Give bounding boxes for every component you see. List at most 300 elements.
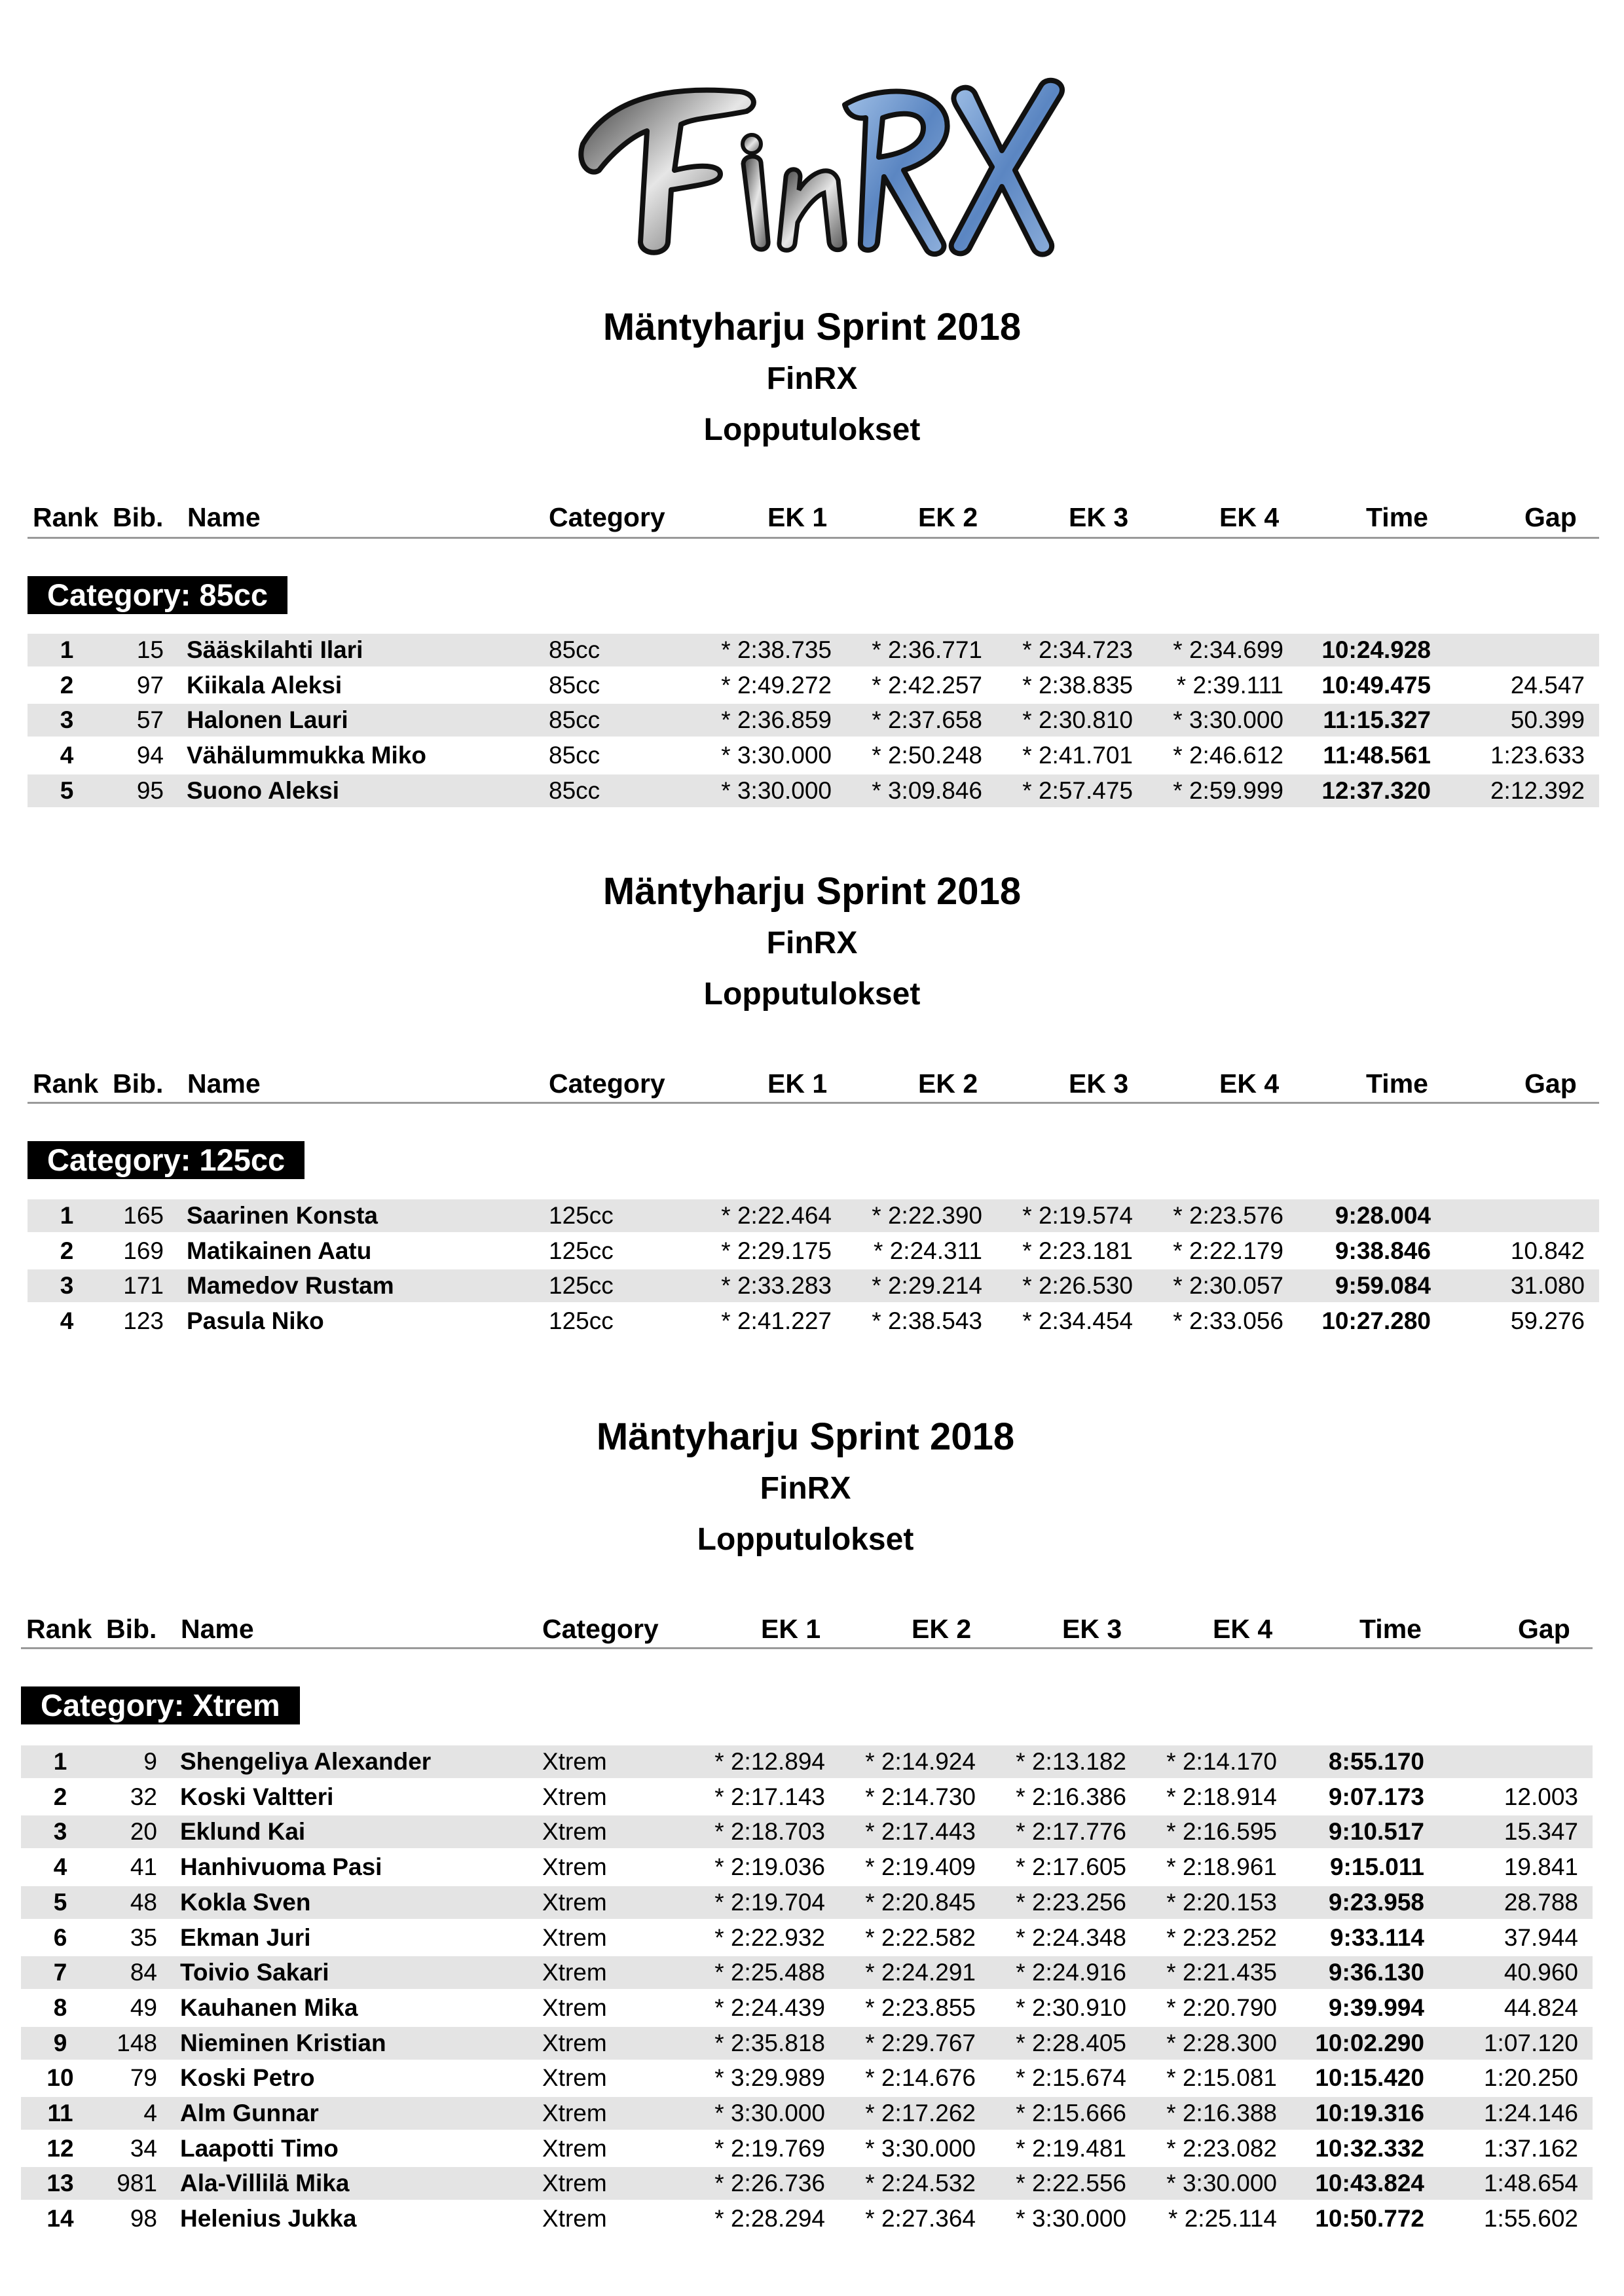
- cell-bib: 84: [130, 1959, 157, 1986]
- table-row: [21, 1922, 1593, 1954]
- cell-ek3: * 2:34.454: [1022, 1307, 1133, 1335]
- series-name: FinRX: [766, 926, 858, 960]
- cell-ek2: * 2:14.730: [865, 1783, 976, 1810]
- cell-gap: 44.824: [1504, 1994, 1578, 2021]
- cell-category: 125cc: [549, 1307, 614, 1335]
- table-row: [21, 1886, 1593, 1919]
- cell-ek3: * 2:15.666: [1016, 2100, 1126, 2126]
- cell-gap: 37.944: [1504, 1923, 1578, 1951]
- cell-ek4: * 2:21.435: [1166, 1959, 1277, 1986]
- cell-gap: 1:24.146: [1483, 2100, 1578, 2126]
- cell-bib: 148: [117, 2029, 157, 2056]
- cell-bib: 94: [136, 742, 164, 769]
- results-type: Lopputulokset: [703, 412, 921, 447]
- cell-bib: 41: [130, 1853, 157, 1881]
- table-row: [28, 774, 1599, 807]
- cell-ek2: * 2:20.845: [865, 1888, 976, 1916]
- header-rank: Rank: [26, 1614, 92, 1644]
- cell-name: Saarinen Konsta: [187, 1202, 378, 1229]
- table-row: [28, 704, 1599, 737]
- cell-gap: 1:55.602: [1483, 2205, 1578, 2232]
- section-titles: [0, 301, 1624, 456]
- cell-ek4: * 2:23.576: [1173, 1202, 1283, 1229]
- header-ek3: EK 3: [1069, 502, 1129, 532]
- cell-name: Suono Aleksi: [187, 776, 340, 804]
- cell-ek1: * 2:26.736: [714, 2170, 825, 2197]
- cell-time: 12:37.320: [1321, 776, 1431, 804]
- table-row: [21, 1851, 1593, 1884]
- logo-text: [570, 46, 1080, 268]
- cell-ek3: * 3:30.000: [1016, 2205, 1126, 2232]
- cell-ek4: * 2:15.081: [1166, 2064, 1277, 2092]
- table-row: [28, 634, 1599, 666]
- cell-category: Xtrem: [542, 1853, 607, 1881]
- cell-ek3: * 2:26.530: [1022, 1272, 1133, 1300]
- cell-category: Xtrem: [542, 2100, 607, 2126]
- cell-category: Xtrem: [542, 2064, 607, 2092]
- cell-gap: 15.347: [1504, 1818, 1578, 1846]
- header-ek4: EK 4: [1213, 1614, 1273, 1644]
- cell-time: 11:48.561: [1323, 742, 1431, 769]
- cell-ek1: * 2:22.464: [721, 1202, 832, 1229]
- cell-category: Xtrem: [542, 1959, 607, 1986]
- header-ek4: EK 4: [1219, 502, 1280, 532]
- header-name: Name: [181, 1614, 254, 1644]
- header-rank: Rank: [33, 502, 99, 532]
- cell-ek2: * 2:14.924: [865, 1748, 976, 1775]
- cell-category: 85cc: [549, 671, 600, 699]
- cell-ek2: * 2:24.532: [865, 2170, 976, 2197]
- table-row: [21, 2167, 1593, 2200]
- cell-rank: 1: [53, 1748, 67, 1775]
- cell-bib: 123: [123, 1307, 164, 1335]
- table-row: [28, 1235, 1599, 1267]
- cell-ek1: * 2:29.175: [721, 1237, 832, 1264]
- header-bib: Bib.: [113, 1068, 164, 1099]
- cell-ek3: * 2:24.348: [1016, 1923, 1126, 1951]
- cell-name: Ala-Villilä Mika: [180, 2170, 350, 2197]
- cell-ek2: * 2:22.582: [865, 1923, 976, 1951]
- cell-rank: 8: [53, 1994, 67, 2021]
- cell-ek1: * 2:19.036: [714, 1853, 825, 1881]
- cell-time: 9:15.011: [1329, 1853, 1424, 1881]
- cell-ek1: * 3:30.000: [714, 2100, 825, 2126]
- cell-ek2: * 2:27.364: [865, 2205, 976, 2232]
- cell-gap: 50.399: [1510, 706, 1585, 734]
- cell-rank: 10: [46, 2064, 74, 2092]
- cell-time: 9:33.114: [1329, 1923, 1424, 1951]
- cell-rank: 14: [46, 2205, 74, 2232]
- cell-gap: 1:37.162: [1483, 2134, 1578, 2162]
- cell-rank: 11: [47, 2100, 73, 2126]
- cell-ek4: * 2:14.170: [1166, 1748, 1277, 1775]
- cell-category: Xtrem: [542, 1748, 607, 1775]
- cell-ek2: * 2:24.311: [874, 1237, 982, 1264]
- cell-rank: 7: [53, 1959, 67, 1986]
- cell-category: Xtrem: [542, 2029, 607, 2056]
- cell-name: Halonen Lauri: [187, 706, 348, 734]
- cell-bib: 32: [130, 1783, 157, 1810]
- header-divider: [28, 537, 1599, 539]
- cell-gap: 28.788: [1504, 1888, 1578, 1916]
- cell-category: 125cc: [549, 1202, 614, 1229]
- cell-ek4: * 2:33.056: [1173, 1307, 1283, 1335]
- header-divider: [21, 1647, 1593, 1649]
- cell-category: 85cc: [549, 742, 600, 769]
- cell-name: Koski Petro: [180, 2064, 315, 2092]
- cell-rank: 3: [60, 1272, 74, 1300]
- cell-ek4: * 2:46.612: [1173, 742, 1283, 769]
- cell-ek1: * 2:18.703: [714, 1818, 825, 1846]
- cell-time: 10:32.332: [1315, 2134, 1424, 2162]
- cell-ek2: * 2:22.390: [872, 1202, 982, 1229]
- cell-bib: 981: [117, 2170, 157, 2197]
- cell-ek4: * 2:16.595: [1166, 1818, 1277, 1846]
- cell-bib: 48: [130, 1888, 157, 1916]
- cell-time: 9:59.084: [1335, 1272, 1431, 1300]
- cell-ek1: * 2:28.294: [714, 2205, 825, 2232]
- cell-category: 125cc: [549, 1237, 614, 1264]
- header-time: Time: [1366, 502, 1428, 532]
- series-name: FinRX: [766, 361, 858, 396]
- cell-ek2: * 2:36.771: [872, 636, 982, 663]
- table-row: [21, 1815, 1593, 1848]
- cell-ek1: * 3:29.989: [714, 2064, 825, 2092]
- cell-ek3: * 2:17.605: [1016, 1853, 1126, 1881]
- cell-ek2: * 2:23.855: [865, 1994, 976, 2021]
- cell-ek2: * 2:14.676: [865, 2064, 976, 2092]
- cell-ek1: * 3:30.000: [721, 742, 832, 769]
- cell-name: Alm Gunnar: [180, 2100, 319, 2126]
- cell-ek2: * 2:17.443: [865, 1818, 976, 1846]
- cell-ek1: * 2:24.439: [714, 1994, 825, 2021]
- cell-gap: 1:23.633: [1490, 742, 1585, 769]
- cell-rank: 12: [46, 2134, 74, 2162]
- cell-ek4: * 2:20.153: [1166, 1888, 1277, 1916]
- cell-ek2: * 2:29.767: [865, 2029, 976, 2056]
- cell-category: 125cc: [549, 1272, 614, 1300]
- header-bib: Bib.: [113, 502, 164, 532]
- cell-ek3: * 2:16.386: [1016, 1783, 1126, 1810]
- cell-bib: 79: [130, 2064, 157, 2092]
- results-type: Lopputulokset: [697, 1522, 914, 1557]
- cell-ek2: * 2:17.262: [865, 2100, 976, 2126]
- cell-gap: 31.080: [1510, 1272, 1585, 1300]
- cell-gap: 1:20.250: [1483, 2064, 1578, 2092]
- cell-name: Eklund Kai: [180, 1818, 306, 1846]
- cell-ek1: * 2:19.704: [714, 1888, 825, 1916]
- cell-rank: 4: [53, 1853, 67, 1881]
- cell-bib: 97: [136, 671, 164, 699]
- cell-rank: 3: [53, 1818, 67, 1846]
- cell-ek4: * 2:16.388: [1166, 2100, 1277, 2126]
- cell-time: 10:15.420: [1315, 2064, 1424, 2092]
- cell-time: 9:28.004: [1335, 1202, 1431, 1229]
- table-header: [0, 1064, 1624, 1103]
- cell-name: Kauhanen Mika: [180, 1994, 358, 2021]
- cell-rank: 9: [53, 2029, 67, 2056]
- cell-name: Nieminen Kristian: [180, 2029, 386, 2056]
- cell-gap: 59.276: [1510, 1307, 1585, 1335]
- table-row: [21, 2132, 1593, 2165]
- cell-time: 9:38.846: [1335, 1237, 1431, 1264]
- cell-ek2: * 2:50.248: [872, 742, 982, 769]
- table-row: [28, 1199, 1599, 1232]
- header-gap: Gap: [1518, 1614, 1570, 1644]
- table-row: [21, 1992, 1593, 2024]
- cell-bib: 15: [136, 636, 164, 663]
- cell-ek4: * 2:34.699: [1173, 636, 1283, 663]
- header-divider: [28, 1102, 1599, 1104]
- cell-ek3: * 2:13.182: [1016, 1748, 1126, 1775]
- cell-ek2: * 2:24.291: [865, 1959, 976, 1986]
- cell-ek1: * 2:35.818: [714, 2029, 825, 2056]
- cell-ek3: * 2:30.910: [1016, 1994, 1126, 2021]
- cell-category: Xtrem: [542, 1818, 607, 1846]
- header-name: Name: [187, 502, 261, 532]
- section-titles: [0, 1411, 1617, 1565]
- cell-gap: 19.841: [1504, 1853, 1578, 1881]
- table-row: [28, 1305, 1599, 1338]
- cell-name: Matikainen Aatu: [187, 1237, 372, 1264]
- table-header: [0, 1609, 1624, 1649]
- cell-ek1: * 2:17.143: [714, 1783, 825, 1810]
- cell-ek3: * 2:28.405: [1016, 2029, 1126, 2056]
- cell-ek3: * 2:24.916: [1016, 1959, 1126, 1986]
- cell-ek4: * 3:30.000: [1173, 706, 1283, 734]
- header-gap: Gap: [1524, 502, 1577, 532]
- cell-bib: 4: [143, 2100, 157, 2126]
- cell-gap: 1:48.654: [1483, 2170, 1578, 2197]
- cell-ek1: * 2:12.894: [714, 1748, 825, 1775]
- cell-gap: 2:12.392: [1490, 776, 1585, 804]
- cell-time: 10:19.316: [1315, 2100, 1424, 2126]
- cell-ek1: * 2:41.227: [721, 1307, 832, 1335]
- header-ek1: EK 1: [767, 502, 828, 532]
- header-ek1: EK 1: [767, 1068, 828, 1099]
- header-ek4: EK 4: [1219, 1068, 1280, 1099]
- cell-ek4: * 2:59.999: [1173, 776, 1283, 804]
- cell-ek2: * 2:19.409: [865, 1853, 976, 1881]
- cell-ek2: * 3:30.000: [865, 2134, 976, 2162]
- cell-ek3: * 2:57.475: [1022, 776, 1133, 804]
- table-header: [0, 498, 1624, 537]
- cell-ek1: * 2:25.488: [714, 1959, 825, 1986]
- table-row: [21, 1781, 1593, 1813]
- cell-ek2: * 3:09.846: [872, 776, 982, 804]
- cell-bib: 57: [136, 706, 164, 734]
- cell-ek2: * 2:29.214: [872, 1272, 982, 1300]
- header-category: Category: [549, 1068, 665, 1099]
- cell-time: 9:10.517: [1328, 1818, 1424, 1846]
- cell-ek1: * 2:33.283: [721, 1272, 832, 1300]
- cell-ek4: * 2:20.790: [1166, 1994, 1277, 2021]
- cell-ek4: * 2:22.179: [1173, 1237, 1283, 1264]
- event-title: Mäntyharju Sprint 2018: [596, 1415, 1015, 1458]
- table-row: [21, 2202, 1593, 2235]
- cell-gap: 1:07.120: [1483, 2029, 1578, 2056]
- cell-time: 10:02.290: [1315, 2029, 1424, 2056]
- table-row: [21, 2062, 1593, 2094]
- cell-name: Pasula Niko: [187, 1307, 324, 1335]
- cell-bib: 95: [136, 776, 164, 804]
- series-name: FinRX: [760, 1471, 851, 1506]
- event-title: Mäntyharju Sprint 2018: [602, 870, 1022, 913]
- cell-bib: 35: [130, 1923, 157, 1951]
- cell-rank: 1: [60, 636, 74, 663]
- cell-time: 10:50.772: [1315, 2205, 1424, 2232]
- cell-name: Toivio Sakari: [180, 1959, 329, 1986]
- category-label: Category: 85cc: [28, 576, 287, 614]
- cell-category: 85cc: [549, 636, 600, 663]
- cell-ek4: * 2:23.082: [1166, 2134, 1277, 2162]
- cell-time: 9:39.994: [1328, 1994, 1424, 2021]
- cell-rank: 4: [60, 1307, 74, 1335]
- cell-gap: 10.842: [1510, 1237, 1585, 1264]
- header-category: Category: [549, 502, 665, 532]
- cell-bib: 9: [143, 1748, 157, 1775]
- cell-bib: 34: [130, 2134, 157, 2162]
- cell-time: 9:36.130: [1328, 1959, 1424, 1986]
- cell-category: Xtrem: [542, 2170, 607, 2197]
- cell-category: Xtrem: [542, 1783, 607, 1810]
- event-title: Mäntyharju Sprint 2018: [602, 306, 1022, 348]
- cell-ek4: * 2:23.252: [1166, 1923, 1277, 1951]
- header-ek3: EK 3: [1069, 1068, 1129, 1099]
- header-gap: Gap: [1524, 1068, 1577, 1099]
- cell-rank: 4: [60, 742, 74, 769]
- cell-category: Xtrem: [542, 2205, 607, 2232]
- cell-ek4: * 2:18.914: [1166, 1783, 1277, 1810]
- table-row: [28, 669, 1599, 702]
- header-ek2: EK 2: [918, 502, 978, 532]
- cell-ek2: * 2:38.543: [872, 1307, 982, 1335]
- cell-name: Kiikala Aleksi: [187, 671, 342, 699]
- table-row: [28, 739, 1599, 772]
- cell-name: Vähälummukka Miko: [187, 742, 427, 769]
- cell-rank: 5: [60, 776, 74, 804]
- finrx-logo: [570, 46, 1080, 268]
- cell-ek3: * 2:19.481: [1016, 2134, 1126, 2162]
- cell-category: Xtrem: [542, 1923, 607, 1951]
- cell-name: Shengeliya Alexander: [180, 1748, 432, 1775]
- cell-bib: 165: [123, 1202, 164, 1229]
- cell-ek1: * 2:36.859: [721, 706, 832, 734]
- cell-gap: 24.547: [1510, 671, 1585, 699]
- cell-ek1: * 2:19.769: [714, 2134, 825, 2162]
- cell-rank: 6: [53, 1923, 67, 1951]
- cell-category: Xtrem: [542, 1888, 607, 1916]
- header-ek2: EK 2: [918, 1068, 978, 1099]
- cell-time: 10:43.824: [1315, 2170, 1424, 2197]
- cell-time: 8:55.170: [1328, 1748, 1424, 1775]
- cell-name: Ekman Juri: [180, 1923, 311, 1951]
- header-ek3: EK 3: [1062, 1614, 1122, 1644]
- cell-ek3: * 2:17.776: [1016, 1818, 1126, 1846]
- cell-time: 9:07.173: [1328, 1783, 1424, 1810]
- cell-rank: 2: [60, 1237, 74, 1264]
- cell-category: 85cc: [549, 706, 600, 734]
- cell-ek3: * 2:22.556: [1016, 2170, 1126, 2197]
- cell-category: 85cc: [549, 776, 600, 804]
- category-label: Category: Xtrem: [21, 1686, 300, 1724]
- header-ek1: EK 1: [761, 1614, 821, 1644]
- cell-name: Hanhivuoma Pasi: [180, 1853, 382, 1881]
- cell-ek4: * 2:18.961: [1166, 1853, 1277, 1881]
- header-bib: Bib.: [106, 1614, 157, 1644]
- cell-ek2: * 2:42.257: [872, 671, 982, 699]
- header-name: Name: [187, 1068, 261, 1099]
- category-label: Category: 125cc: [28, 1141, 304, 1179]
- cell-bib: 171: [123, 1272, 164, 1300]
- cell-ek3: * 2:15.674: [1016, 2064, 1126, 2092]
- cell-ek2: * 2:37.658: [872, 706, 982, 734]
- cell-category: Xtrem: [542, 2134, 607, 2162]
- cell-gap: 12.003: [1504, 1783, 1578, 1810]
- section-titles: [0, 866, 1624, 1020]
- cell-ek3: * 2:19.574: [1022, 1202, 1133, 1229]
- cell-time: 9:23.958: [1328, 1888, 1424, 1916]
- cell-category: Xtrem: [542, 1994, 607, 2021]
- cell-bib: 20: [130, 1818, 157, 1846]
- table-row: [28, 1269, 1599, 1302]
- cell-ek1: * 3:30.000: [721, 776, 832, 804]
- cell-ek4: * 2:39.111: [1176, 671, 1283, 699]
- cell-name: Sääskilahti Ilari: [187, 636, 363, 663]
- cell-name: Laapotti Timo: [180, 2134, 339, 2162]
- cell-bib: 98: [130, 2205, 157, 2232]
- cell-ek4: * 2:28.300: [1166, 2029, 1277, 2056]
- cell-name: Kokla Sven: [180, 1888, 311, 1916]
- cell-rank: 13: [46, 2170, 74, 2197]
- cell-rank: 2: [53, 1783, 67, 1810]
- header-ek2: EK 2: [912, 1614, 972, 1644]
- header-rank: Rank: [33, 1068, 99, 1099]
- cell-name: Mamedov Rustam: [187, 1272, 394, 1300]
- cell-rank: 2: [60, 671, 74, 699]
- cell-ek4: * 2:25.114: [1168, 2205, 1277, 2232]
- cell-gap: 40.960: [1504, 1959, 1578, 1986]
- cell-ek3: * 2:23.256: [1016, 1888, 1126, 1916]
- table-row: [21, 2027, 1593, 2060]
- table-row: [21, 1956, 1593, 1989]
- results-type: Lopputulokset: [703, 977, 921, 1011]
- cell-ek1: * 2:22.932: [714, 1923, 825, 1951]
- cell-bib: 49: [130, 1994, 157, 2021]
- cell-rank: 1: [60, 1202, 74, 1229]
- cell-name: Koski Valtteri: [180, 1783, 334, 1810]
- cell-ek3: * 2:30.810: [1022, 706, 1133, 734]
- cell-time: 10:27.280: [1321, 1307, 1431, 1335]
- cell-ek4: * 3:30.000: [1166, 2170, 1277, 2197]
- header-time: Time: [1366, 1068, 1428, 1099]
- header-time: Time: [1359, 1614, 1422, 1644]
- cell-ek3: * 2:41.701: [1022, 742, 1133, 769]
- header-category: Category: [542, 1614, 659, 1644]
- cell-ek3: * 2:38.835: [1022, 671, 1133, 699]
- cell-time: 10:49.475: [1321, 671, 1431, 699]
- cell-ek1: * 2:49.272: [721, 671, 832, 699]
- cell-rank: 3: [60, 706, 74, 734]
- cell-rank: 5: [53, 1888, 67, 1916]
- cell-ek3: * 2:34.723: [1022, 636, 1133, 663]
- cell-ek3: * 2:23.181: [1022, 1237, 1133, 1264]
- table-row: [21, 2097, 1593, 2130]
- cell-ek1: * 2:38.735: [721, 636, 832, 663]
- table-row: [21, 1745, 1593, 1778]
- cell-bib: 169: [123, 1237, 164, 1264]
- cell-ek4: * 2:30.057: [1173, 1272, 1283, 1300]
